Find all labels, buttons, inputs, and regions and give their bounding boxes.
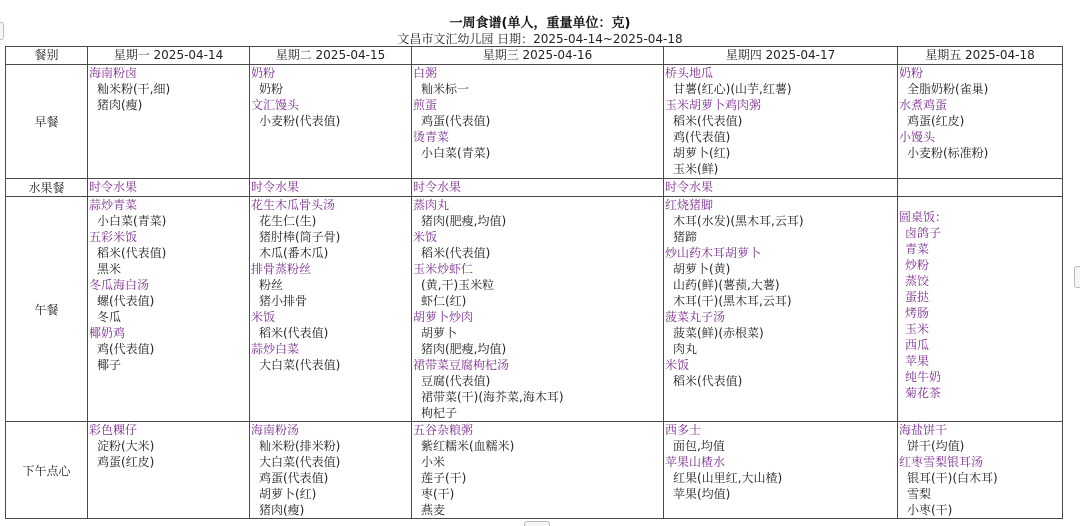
dish-name: 五彩米饭 [89,230,138,244]
ingredient-item: 豆腐(代表值) [421,374,491,388]
ingredient-item: 胡萝卜(黄) [673,262,731,276]
ingredient-item: 猪肉(肥瘦,均值) [421,342,507,356]
ingredient-item: 猪肘棒(筒子骨) [259,230,341,244]
day-header-friday: 星期五 2025-04-18 [898,47,1063,65]
dish-name: 胡萝卜炒肉 [413,310,474,324]
ingredient-item: 木耳(干)(黑木耳,云耳) [673,294,792,308]
menu-cell-tuesday [250,197,412,422]
ingredient-item: 粉丝 [259,278,284,292]
ingredient-item: 苹果(均值) [673,487,731,501]
menu-cell-friday [898,422,1063,519]
lunch-row [6,197,1063,422]
ingredient-item: 银耳(干)(白木耳) [907,471,998,485]
menu-cell-thursday [664,65,898,179]
ingredient-item: 稻米(代表值) [97,246,167,260]
dish-name: 烫青菜 [413,130,450,144]
ingredient-item: 小白菜(青菜) [97,214,167,228]
dish-name: 裙带菜豆腐枸杞汤 [413,358,510,372]
dish-name: 米饭 [251,310,276,324]
ingredient-item: 青菜 [905,242,930,256]
ingredient-item: 猪小排骨 [259,294,308,308]
ingredient-item: 山药(鲜)(薯蓣,大薯) [673,278,780,292]
dish-name: 红枣雪梨银耳汤 [899,455,984,469]
ingredient-item: 猪肉(肥瘦,均值) [421,214,507,228]
ingredient-item: 稻米(代表值) [421,246,491,260]
dish-name: 海南粉卤 [89,66,138,80]
ingredient-item: 鸡蛋(代表值) [421,114,491,128]
ingredient-item: 籼米粉(排米粉) [259,439,341,453]
ingredient-item: 鸡(代表值) [673,130,731,144]
ingredient-item: 菠菜(鲜)(赤根菜) [673,326,764,340]
ingredient-item: 鸡(代表值) [97,342,155,356]
ingredient-item: 胡萝卜(红) [259,487,317,501]
ingredient-item: 木瓜(番木瓜) [259,246,329,260]
dish-name: 蒜炒青菜 [89,198,138,212]
dish-name: 五谷杂粮粥 [413,423,474,437]
menu-cell-tuesday [250,422,412,519]
ingredient-item: 莲子(干) [421,471,467,485]
menu-cell-monday [88,179,250,197]
dish-name: 煎蛋 [413,98,438,112]
dish-name: 玉米胡萝卜鸡肉粥 [665,98,762,112]
dish-name: 花生木瓜骨头汤 [251,198,336,212]
dish-name: 桥头地瓜 [665,66,714,80]
ingredient-item: 虾仁(红) [421,294,467,308]
ingredient-item: 冬瓜 [97,310,122,324]
dish-name: 彩色粿仔 [89,423,138,437]
ingredient-item: 黑米 [97,262,122,276]
ingredient-item: (黄,干)玉米粒 [421,278,495,292]
ingredient-item: 淀粉(大米) [97,439,155,453]
ingredient-item: 肉丸 [673,342,698,356]
ingredient-item: 鸡蛋(红皮) [907,114,965,128]
ingredient-item: 菊花茶 [905,386,942,400]
fruit-row [6,179,1063,197]
menu-cell-wednesday [412,179,664,197]
ingredient-item: 苹果 [905,354,930,368]
dish-name: 椰奶鸡 [89,326,126,340]
afternoon-snack-row [6,422,1063,519]
ingredient-item: 玉米 [905,322,930,336]
dish-name: 时令水果 [413,180,462,194]
menu-cell-monday [88,197,250,422]
menu-cell-friday [898,179,1063,197]
ingredient-item: 纯牛奶 [905,370,942,384]
day-header-wednesday: 星期三 2025-04-16 [412,47,664,65]
dish-name: 炒山药木耳胡萝卜 [665,246,762,260]
menu-cell-friday [898,197,1063,422]
menu-cell-wednesday [412,65,664,179]
dish-name: 海盐饼干 [899,423,948,437]
ingredient-item: 红果(山里红,大山楂) [673,471,783,485]
ingredient-item: 玉米(鲜) [673,162,719,176]
menu-cell-tuesday [250,65,412,179]
day-header-thursday: 星期四 2025-04-17 [664,47,898,65]
ingredient-item: 猪蹄 [673,230,698,244]
dish-name: 米饭 [413,230,438,244]
day-header-monday: 星期一 2025-04-14 [88,47,250,65]
ingredient-item: 甘薯(红心)(山芋,红薯) [673,82,792,96]
dish-name: 蒸肉丸 [413,198,450,212]
dish-name: 时令水果 [251,180,300,194]
dish-name: 排骨蒸粉丝 [251,262,312,276]
ingredient-item: 猪肉(瘦) [97,98,143,112]
ingredient-item: 枸杞子 [421,406,458,420]
ingredient-item: 花生仁(生) [259,214,317,228]
dish-name: 西多士 [665,423,702,437]
menu-cell-thursday [664,179,898,197]
menu-cell-thursday [664,422,898,519]
ingredient-item: 小米 [421,455,446,469]
ingredient-item: 小麦粉(标准粉) [907,146,989,160]
meal-type-header: 餐别 [6,47,88,65]
menu-cell-wednesday [412,422,664,519]
ingredient-item: 枣(干) [421,487,455,501]
ingredient-item: 炒粉 [905,258,930,272]
dish-name: 奶粉 [251,66,276,80]
ingredient-item: 小枣(干) [907,503,953,517]
dish-name: 菠菜丸子汤 [665,310,726,324]
dish-name: 苹果山楂水 [665,455,726,469]
ingredient-item: 稻米(代表值) [259,326,329,340]
dish-name: 米饭 [665,358,690,372]
ingredient-item: 小白菜(青菜) [421,146,491,160]
ingredient-item: 大白菜(代表值) [259,358,341,372]
ingredient-item: 稻米(代表值) [673,374,743,388]
menu-cell-monday [88,65,250,179]
bottom-scroll-handle[interactable] [524,521,550,526]
breakfast-row [6,65,1063,179]
menu-cell-wednesday [412,197,664,422]
header-row [6,47,1063,65]
right-scroll-handle[interactable] [1074,266,1080,288]
dish-name: 冬瓜海白汤 [89,278,150,292]
ingredient-item: 椰子 [97,358,122,372]
dish-name: 水煮鸡蛋 [899,98,948,112]
dish-name: 白粥 [413,66,438,80]
ingredient-item: 裙带菜(干)(海芥菜,海木耳) [421,390,564,404]
ingredient-item: 奶粉 [259,82,284,96]
dish-name: 蒜炒白菜 [251,342,300,356]
ingredient-item: 胡萝卜(红) [673,146,731,160]
menu-cell-monday [88,422,250,519]
meal-type-label: 水果餐 [6,179,88,197]
menu-cell-thursday [664,197,898,422]
ingredient-item: 西瓜 [905,338,930,352]
page-subtitle: 文昌市文汇幼儿园 日期：2025-04-14~2025-04-18 [397,32,683,46]
ingredient-item: 饼干(均值) [907,439,965,453]
weekly-menu-table [5,46,1063,519]
ingredient-item: 胡萝卜 [421,326,458,340]
ingredient-item: 雪梨 [907,487,932,501]
dish-name: 海南粉汤 [251,423,300,437]
ingredient-item: 烤肠 [905,306,930,320]
dish-name: 红烧猪脚 [665,198,714,212]
ingredient-item: 全脂奶粉(雀巢) [907,82,989,96]
ingredient-item: 鸡蛋(代表值) [259,471,329,485]
ingredient-item: 紫红糯米(血糯米) [421,439,515,453]
meal-type-label: 下午点心 [6,422,88,519]
ingredient-item: 籼米粉(干,细) [97,82,171,96]
ingredient-item: 卤鸽子 [905,226,942,240]
dish-name: 时令水果 [89,180,138,194]
ingredient-item: 木耳(水发)(黑木耳,云耳) [673,214,804,228]
dish-name: 奶粉 [899,66,924,80]
ingredient-item: 稻米(代表值) [673,114,743,128]
ingredient-item: 籼米标一 [421,82,470,96]
ingredient-item: 螺(代表值) [97,294,155,308]
dish-name: 文汇馒头 [251,98,300,112]
ingredient-item: 猪肉(瘦) [259,503,305,517]
meal-type-label: 午餐 [6,197,88,422]
ingredient-item: 小麦粉(代表值) [259,114,341,128]
dish-name: 玉米炒虾仁 [413,262,474,276]
ingredient-item: 燕麦 [421,503,446,517]
dish-name: 圆桌饭： [899,210,948,224]
ingredient-item: 蒸饺 [905,274,930,288]
menu-cell-tuesday [250,179,412,197]
ingredient-item: 蛋挞 [905,290,930,304]
dish-name: 小馒头 [899,130,936,144]
day-header-tuesday: 星期二 2025-04-15 [250,47,412,65]
meal-type-label: 早餐 [6,65,88,179]
ingredient-item: 面包,均值 [673,439,725,453]
ingredient-item: 大白菜(代表值) [259,455,341,469]
dish-name: 时令水果 [665,180,714,194]
page-title: 一周食谱(单人，重量单位：克) [449,16,631,31]
menu-cell-friday [898,65,1063,179]
ingredient-item: 鸡蛋(红皮) [97,455,155,469]
